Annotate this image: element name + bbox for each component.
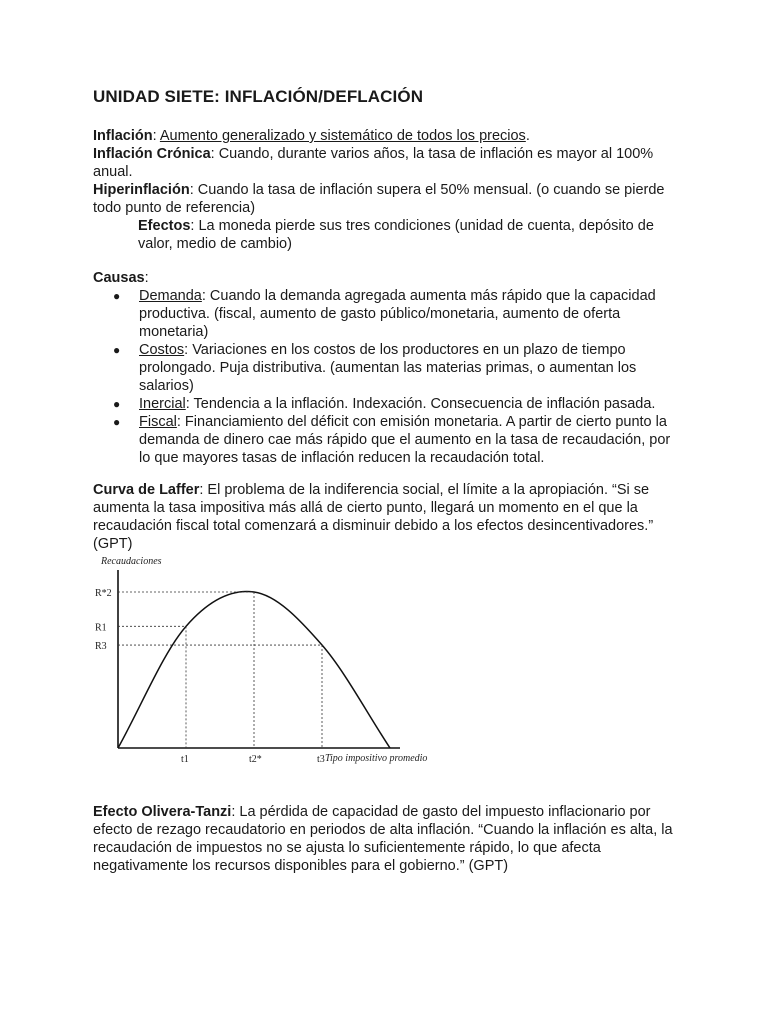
def-hiper [93, 181, 683, 217]
y-axis-label: Recaudaciones [101, 556, 162, 567]
bullet-icon: ● [113, 415, 121, 429]
causas-section [93, 269, 683, 467]
causas-heading: Causas: [93, 270, 149, 286]
bullet-icon: ● [113, 397, 121, 411]
x-tick-label: t1 [181, 754, 189, 765]
causas-heading-text: Causas [93, 270, 145, 286]
page-title: UNIDAD SIETE: INFLACIÓN/DEFLACIÓN [93, 87, 424, 106]
bullet-icon: ● [113, 343, 121, 357]
list-item [93, 395, 683, 413]
cause-text: : Financiamiento del déficit con emisión monetaria. A partir de cierto punto la demanda de dinero cae más rápido que el aumento en la tasa de recaudación, por lo que mayores tasas de inflación reducen la recaudación total. [139, 414, 671, 466]
list-item [93, 287, 683, 341]
cause-term: Costos [139, 342, 185, 358]
def-efectos-text: : La moneda pierde sus tres condiciones (unidad de cuenta, depósito de valor, medio de cambio) [138, 218, 654, 252]
laffer-paragraph [93, 481, 683, 553]
bullet-icon: ● [113, 289, 121, 303]
laffer-curve-chart [93, 552, 473, 772]
def-inflacion: Inflación: Aumento generalizado y sistemático de todos los precios. [93, 128, 530, 144]
list-item [93, 341, 683, 395]
term-olivera: Efecto Olivera-Tanzi [93, 804, 232, 820]
x-axis-label: Tipo impositivo promedio [325, 753, 428, 764]
olivera-section [93, 803, 683, 875]
olivera-paragraph [93, 803, 683, 875]
olivera-text: : La pérdida de capacidad de gasto del impuesto inflacionario por efecto de rezago recaudatorio en periodos de alta inflación. “Cuando la inflación es alta, la recaudación de impuestos no se ajusta lo suficientemente rápido, lo que afecta negativamente los recursos disponibles para el gobierno.” (GPT) [93, 804, 673, 874]
term-efectos: Efectos [138, 218, 191, 234]
def-hiper-text: : Cuando la tasa de inflación supera el 50% mensual. (o cuando se pierde todo punto de referencia) [93, 182, 665, 216]
cause-term: Fiscal [139, 414, 177, 430]
x-tick-label: t2* [249, 754, 262, 765]
x-tick-label: t3 [317, 754, 325, 765]
def-cronica [93, 145, 683, 181]
cause-term: Demanda [139, 288, 202, 304]
term-cronica: Inflación Crónica [93, 146, 211, 162]
def-cronica-text: : Cuando, durante varios años, la tasa de inflación es mayor al 100% anual. [93, 146, 654, 180]
list-item [93, 413, 683, 467]
def-inflacion-text: Aumento generalizado y sistemático de todos los precios [159, 128, 526, 144]
term-hiper: Hiperinflación [93, 182, 190, 198]
cause-text: : Tendencia a la inflación. Indexación. Consecuencia de inflación pasada. [185, 396, 656, 412]
y-tick-label: R*2 [95, 588, 112, 599]
chart-marks [95, 570, 400, 765]
term-laffer: Curva de Laffer [93, 482, 200, 498]
y-tick-label: R1 [95, 622, 107, 634]
laffer-section [93, 481, 683, 553]
definitions-section [93, 127, 683, 253]
causas-list [93, 287, 683, 467]
cause-term: Inercial [139, 396, 186, 412]
cause-text: : Variaciones en los costos de los productores en un plazo de tiempo prolongado. Puja distributiva. (aumentan las materias primas, o aumentan los salarios) [139, 342, 637, 394]
y-tick-label: R3 [95, 641, 107, 653]
cause-text: : Cuando la demanda agregada aumenta más rápido que la capacidad productiva. (fiscal, aumento de gasto público/monetaria, aumento de oferta monetaria) [139, 288, 656, 340]
laffer-text: : El problema de la indiferencia social, el límite a la apropiación. “Si se aumenta la tasa impositiva más allá de cierto punto, llegará un momento en el que la recaudación fiscal total comenzará a disminuir debido a los efectos desincentivadores.” (GPT) [93, 482, 654, 552]
def-efectos [93, 217, 683, 253]
term-inflacion: Inflación [93, 128, 153, 144]
